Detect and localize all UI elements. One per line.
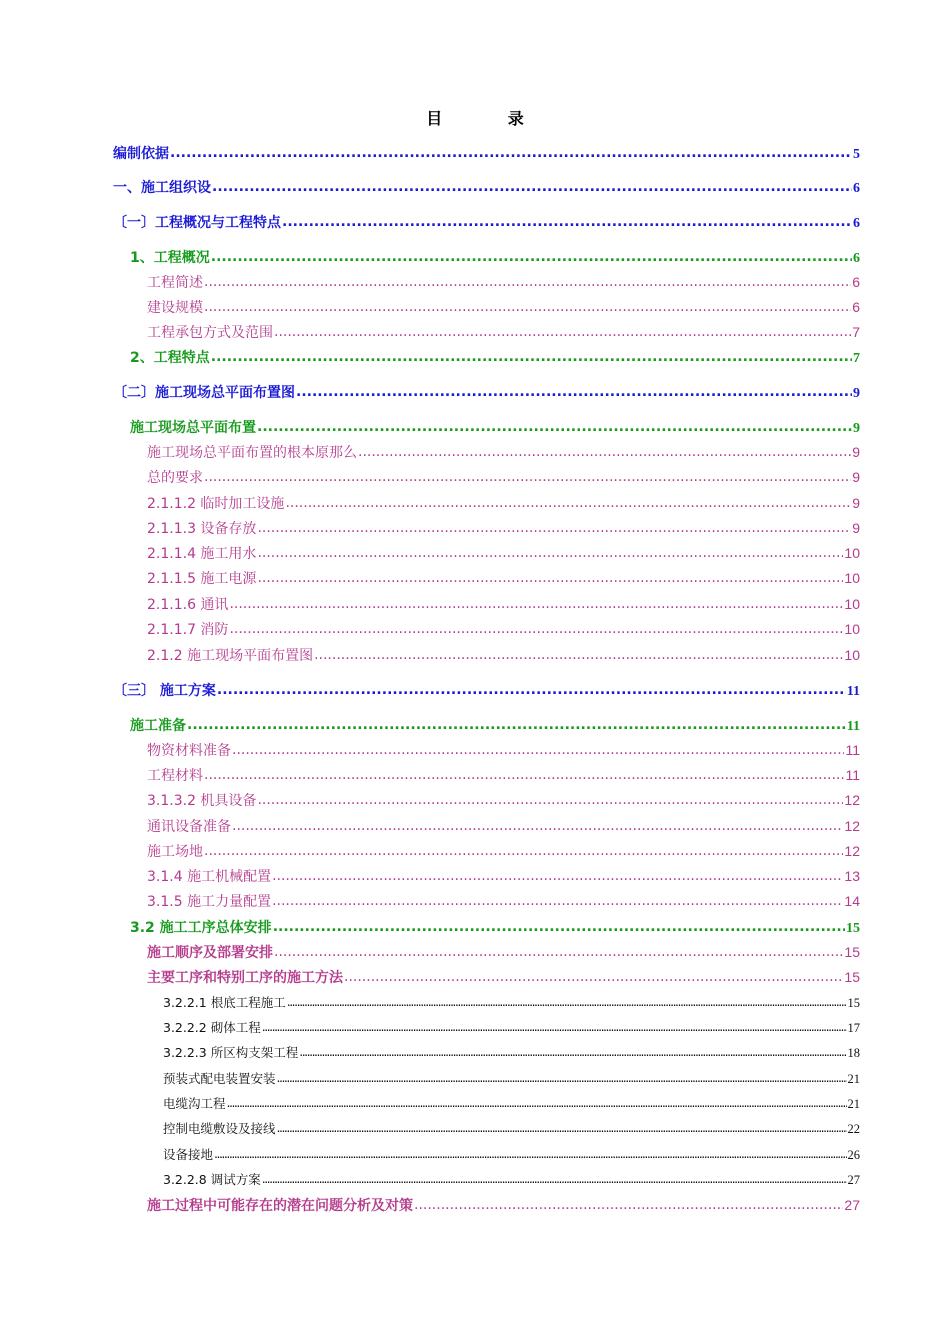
toc-leader-dots <box>229 621 843 637</box>
toc-entry-page-number: 6 <box>852 299 860 315</box>
toc-entry-page-number: 12 <box>844 843 860 859</box>
toc-leader-dots <box>262 1171 847 1186</box>
toc-leader-dots <box>296 384 852 400</box>
toc-entry-title: 物资材料准备 <box>147 743 231 759</box>
toc-leader-dots <box>229 596 843 612</box>
toc-entry-page-number: 15 <box>847 996 860 1010</box>
toc-entry-page-number: 12 <box>844 818 860 834</box>
toc-entry-page-number: 15 <box>844 944 860 960</box>
toc-leader-dots <box>212 179 852 195</box>
toc-leader-dots <box>314 647 843 663</box>
toc-entry[interactable] <box>147 967 860 987</box>
toc-leader-dots <box>187 717 846 733</box>
toc-entry-page-number: 9 <box>853 386 860 401</box>
toc-entry-page-number: 10 <box>844 545 860 561</box>
toc-entry[interactable] <box>147 1195 860 1215</box>
toc-entry-page-number: 27 <box>844 1197 860 1213</box>
toc-entry[interactable] <box>147 841 860 861</box>
toc-leader-dots <box>170 145 852 161</box>
toc-entry[interactable] <box>147 493 860 513</box>
toc-entry-title: 工程材料 <box>147 768 203 784</box>
toc-entry-page-number: 10 <box>844 647 860 663</box>
toc-leader-dots <box>273 919 845 935</box>
toc-entry-page-number: 6 <box>852 274 860 290</box>
toc-entry-title: 3.1.4 施工机械配置 <box>147 869 272 885</box>
toc-entry-title: 3.1.3.2 机具设备 <box>147 793 257 809</box>
toc-entry[interactable] <box>147 619 860 639</box>
toc-entry-page-number: 15 <box>846 921 860 936</box>
toc-entry-title: 电缆沟工程 <box>163 1096 226 1111</box>
toc-entry-title: 2.1.1.3 设备存放 <box>147 521 257 537</box>
toc-entry-title: 施工现场总平面布置的根本原那么 <box>147 445 357 461</box>
toc-entry-page-number: 9 <box>852 520 860 536</box>
toc-entry-page-number: 9 <box>852 469 860 485</box>
toc-leader-dots <box>262 1019 847 1034</box>
toc-entry-page-number: 27 <box>847 1173 860 1187</box>
toc-leader-dots <box>274 324 851 340</box>
toc-entry-title: 3.2 施工工序总体安排 <box>130 920 272 936</box>
toc-entry-page-number: 11 <box>845 742 860 758</box>
toc-entry[interactable] <box>113 177 860 197</box>
toc-entry[interactable] <box>130 247 860 267</box>
toc-entry[interactable] <box>147 543 860 563</box>
toc-entry[interactable] <box>147 442 860 462</box>
toc-entry[interactable] <box>147 518 860 538</box>
toc-entry[interactable] <box>163 1119 860 1137</box>
toc-entry[interactable] <box>113 680 860 700</box>
toc-leader-dots <box>227 1095 847 1110</box>
toc-leader-dots <box>204 767 844 783</box>
toc-entry-title: 2.1.2 施工现场平面布置图 <box>147 648 314 664</box>
toc-entry-title: 2.1.1.2 临时加工设施 <box>147 496 285 512</box>
toc-entry-title: 3.2.2.3 所区构支架工程 <box>163 1045 299 1060</box>
toc-entry-title: 建设规模 <box>147 300 203 316</box>
toc-entry-page-number: 9 <box>852 444 860 460</box>
toc-entry-page-number: 6 <box>853 251 860 266</box>
toc-entry-title: 施工场地 <box>147 844 203 860</box>
toc-leader-dots <box>358 444 851 460</box>
toc-leader-dots <box>211 349 852 365</box>
toc-entry-page-number: 11 <box>846 684 860 699</box>
toc-entry[interactable] <box>147 765 860 785</box>
toc-entry[interactable] <box>113 382 860 402</box>
toc-entry-title: 〔一〕工程概况与工程特点 <box>113 215 281 231</box>
toc-leader-dots <box>285 495 851 511</box>
toc-entry-title: 工程简述 <box>147 275 203 291</box>
toc-entry[interactable] <box>163 1170 860 1188</box>
toc-entry-page-number: 10 <box>844 596 860 612</box>
toc-entry[interactable] <box>163 993 860 1011</box>
toc-entry[interactable] <box>163 1145 860 1163</box>
toc-entry-page-number: 6 <box>853 181 860 196</box>
toc-entry[interactable] <box>130 917 860 937</box>
toc-leader-dots <box>204 299 851 315</box>
toc-entry[interactable] <box>130 417 860 437</box>
toc-entry[interactable] <box>147 790 860 810</box>
toc-entry-page-number: 18 <box>847 1046 860 1060</box>
toc-leader-dots <box>204 469 851 485</box>
toc-entry[interactable] <box>147 594 860 614</box>
toc-leader-dots <box>214 1146 846 1161</box>
toc-entry-title: 3.2.2.2 砌体工程 <box>163 1020 261 1035</box>
toc-entry-title: 3.2.2.8 调试方案 <box>163 1172 261 1187</box>
toc-entry[interactable] <box>163 1094 860 1112</box>
toc-entry[interactable] <box>147 322 860 342</box>
toc-leader-dots <box>344 969 843 985</box>
toc-entry[interactable] <box>147 568 860 588</box>
toc-entry[interactable] <box>130 347 860 367</box>
toc-entry-title: 编制依据 <box>113 146 169 162</box>
toc-entry-title: 预装式配电装置安装 <box>163 1071 276 1086</box>
toc-leader-dots <box>277 1120 847 1135</box>
toc-entry-title: 工程承包方式及范围 <box>147 325 273 341</box>
toc-leader-dots <box>204 274 851 290</box>
toc-entry-title: 施工现场总平面布置 <box>130 420 256 436</box>
toc-entry[interactable] <box>147 467 860 487</box>
toc-entry-page-number: 13 <box>844 868 860 884</box>
toc-entry-page-number: 22 <box>847 1122 860 1136</box>
toc-entry-page-number: 17 <box>847 1021 860 1035</box>
toc-entry[interactable] <box>163 1069 860 1087</box>
toc-entry-page-number: 11 <box>845 767 860 783</box>
toc-entry-title: 通讯设备准备 <box>147 819 231 835</box>
toc-entry[interactable] <box>147 942 860 962</box>
toc-entry[interactable] <box>130 715 860 735</box>
toc-entry[interactable] <box>147 297 860 317</box>
toc-entry-title: 主要工序和特别工序的施工方法 <box>147 970 343 986</box>
toc-entry-page-number: 15 <box>844 969 860 985</box>
toc-leader-dots <box>232 818 843 834</box>
toc-entry-page-number: 11 <box>846 719 860 734</box>
toc-entry-title: 2.1.1.6 通讯 <box>147 597 229 613</box>
toc-entry[interactable] <box>147 816 860 836</box>
toc-leader-dots <box>272 893 843 909</box>
toc-leader-dots <box>282 214 852 230</box>
toc-leader-dots <box>204 843 843 859</box>
toc-entry-page-number: 10 <box>844 570 860 586</box>
toc-entry-title: 2.1.1.5 施工电源 <box>147 571 257 587</box>
toc-entry-page-number: 7 <box>853 351 860 366</box>
toc-entry-page-number: 10 <box>844 621 860 637</box>
toc-entry[interactable] <box>163 1043 860 1061</box>
toc-leader-dots <box>272 868 843 884</box>
toc-entry[interactable] <box>147 740 860 760</box>
toc-entry-page-number: 6 <box>853 216 860 231</box>
toc-leader-dots <box>257 792 843 808</box>
toc-entry[interactable] <box>113 143 860 163</box>
toc-leader-dots <box>257 570 843 586</box>
toc-leader-dots <box>257 545 843 561</box>
toc-leader-dots <box>257 419 852 435</box>
toc-entry[interactable] <box>147 272 860 292</box>
toc-entry-title: 施工准备 <box>130 718 186 734</box>
toc-entry-title: 〔三〕 施工方案 <box>113 683 216 699</box>
toc-leader-dots <box>277 1070 847 1085</box>
toc-leader-dots <box>257 520 851 536</box>
toc-leader-dots <box>211 249 852 265</box>
toc-entry-page-number: 21 <box>847 1097 860 1111</box>
toc-entry[interactable] <box>147 645 860 665</box>
toc-entry-page-number: 14 <box>844 893 860 909</box>
toc-entry[interactable] <box>147 891 860 911</box>
toc-entry-page-number: 21 <box>847 1072 860 1086</box>
toc-entry-page-number: 5 <box>853 147 860 162</box>
toc-leader-dots <box>299 1044 846 1059</box>
toc-entry[interactable] <box>113 212 860 232</box>
toc-leader-dots <box>274 944 843 960</box>
toc-entry-title: 一、施工组织设 <box>113 180 211 196</box>
toc-entry-title: 施工顺序及部署安排 <box>147 945 273 961</box>
toc-entry-title: 〔二〕施工现场总平面布置图 <box>113 385 295 401</box>
toc-entry-page-number: 26 <box>847 1148 860 1162</box>
toc-entry-title: 3.1.5 施工力量配置 <box>147 894 272 910</box>
toc-entry[interactable] <box>147 866 860 886</box>
page-title: 目 录 <box>426 109 554 128</box>
toc-entry-page-number: 9 <box>853 421 860 436</box>
toc-entry-title: 施工过程中可能存在的潜在问题分析及对策 <box>147 1198 413 1214</box>
toc-entry-title: 总的要求 <box>147 470 203 486</box>
toc-entry-title: 控制电缆敷设及接线 <box>163 1121 276 1136</box>
toc-entry-title: 设备接地 <box>163 1147 214 1162</box>
toc-entry[interactable] <box>163 1018 860 1036</box>
toc-entry-title: 2、工程特点 <box>130 350 210 366</box>
toc-entry-page-number: 7 <box>852 324 860 340</box>
toc-entry-page-number: 12 <box>844 792 860 808</box>
toc-leader-dots <box>232 742 844 758</box>
toc-entry-title: 1、工程概况 <box>130 250 210 266</box>
toc-entry-title: 2.1.1.7 消防 <box>147 622 229 638</box>
toc-entry-page-number: 9 <box>852 495 860 511</box>
toc-leader-dots <box>217 682 846 698</box>
toc-entry-title: 3.2.2.1 根底工程施工 <box>163 995 286 1010</box>
toc-entry-title: 2.1.1.4 施工用水 <box>147 546 257 562</box>
toc-leader-dots <box>287 994 847 1009</box>
toc-leader-dots <box>414 1197 843 1213</box>
